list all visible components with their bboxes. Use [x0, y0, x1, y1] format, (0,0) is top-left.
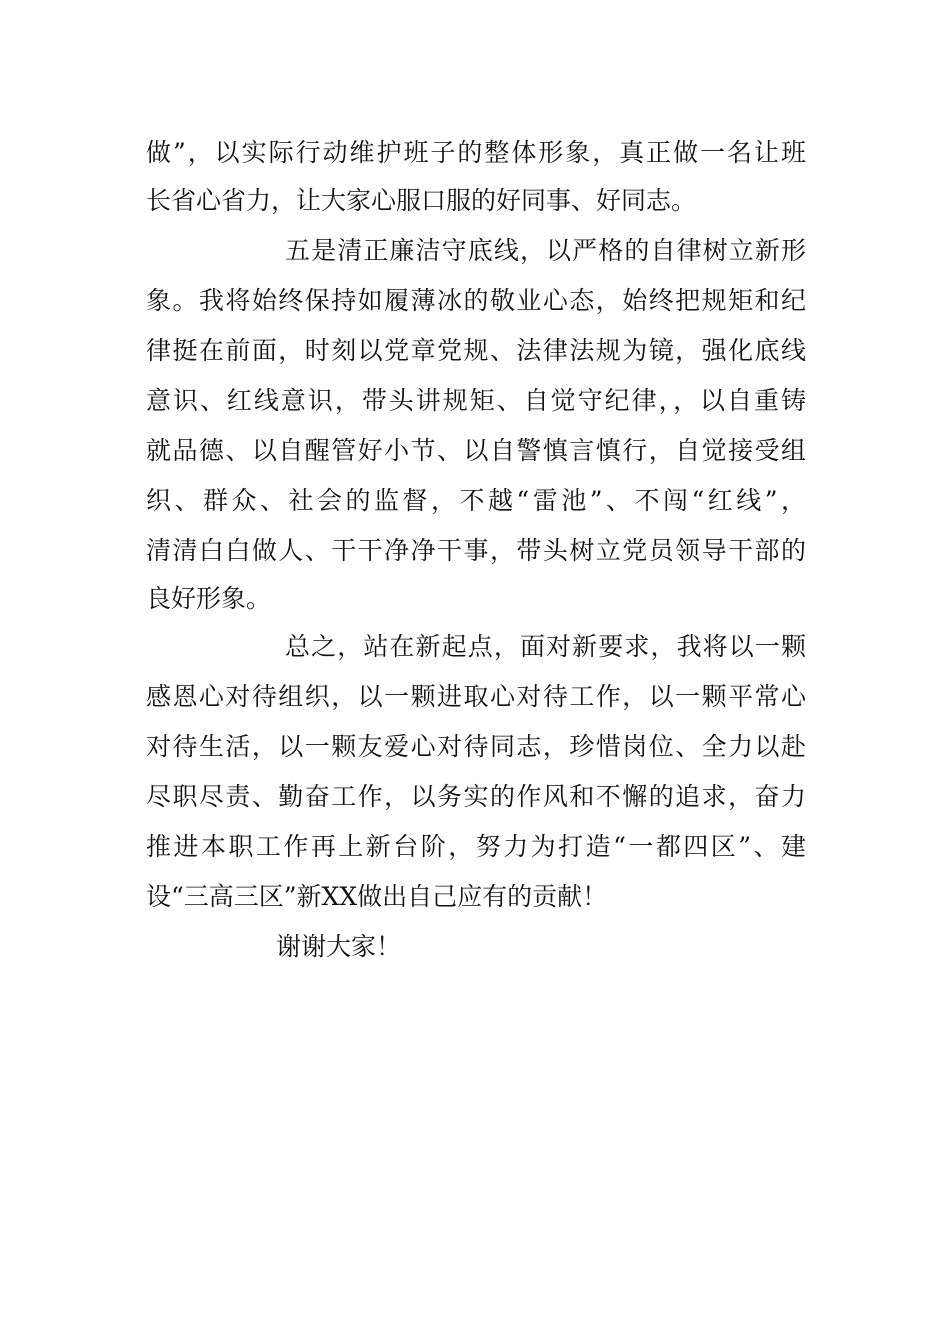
- text-line: 就品德、以自醒管好小节、以自警慎言慎行，自觉接受组: [146, 436, 806, 465]
- text-line: 律挺在前面，时刻以党章党规、法律法规为镜，强化底线: [146, 336, 806, 365]
- text-line: 清清白白做人、干干净净干事，带头树立党员领导干部的: [146, 536, 806, 565]
- text-line: 尽职尽责、勤奋工作，以务实的作风和不懈的追求，奋力: [146, 782, 806, 811]
- text-line: 意识、红线意识，带头讲规矩、自觉守纪律，，以自重铸: [146, 386, 806, 415]
- text-line: 良好形象。: [146, 584, 272, 613]
- text-line: 对待生活，以一颗友爱心对待同志，珍惜岗位、全力以赴: [146, 732, 806, 761]
- paragraph-first-line: 五是清正廉洁守底线，以严格的自律树立新形: [285, 236, 806, 265]
- text-line: 长省心省力，让大家心服口服的好同事、好同志。: [146, 186, 697, 215]
- text-line: 推进本职工作再上新台阶，努力为打造“一都四区”、建: [146, 832, 806, 861]
- paragraph-first-line: 总之，站在新起点，面对新要求，我将以一颗: [285, 632, 806, 661]
- text-line: 织、群众、社会的监督，不越“雷池”、不闯“红线”，: [146, 486, 806, 515]
- text-line: 做”，以实际行动维护班子的整体形象，真正做一名让班: [146, 138, 806, 167]
- text-line: 感恩心对待组织，以一颗进取心对待工作，以一颗平常心: [146, 682, 806, 711]
- text-line: 设“三高三区”新XX做出自己应有的贡献！: [146, 882, 608, 911]
- text-line: 象。我将始终保持如履薄冰的敬业心态，始终把规矩和纪: [146, 286, 806, 315]
- closing-line: 谢谢大家！: [276, 932, 402, 961]
